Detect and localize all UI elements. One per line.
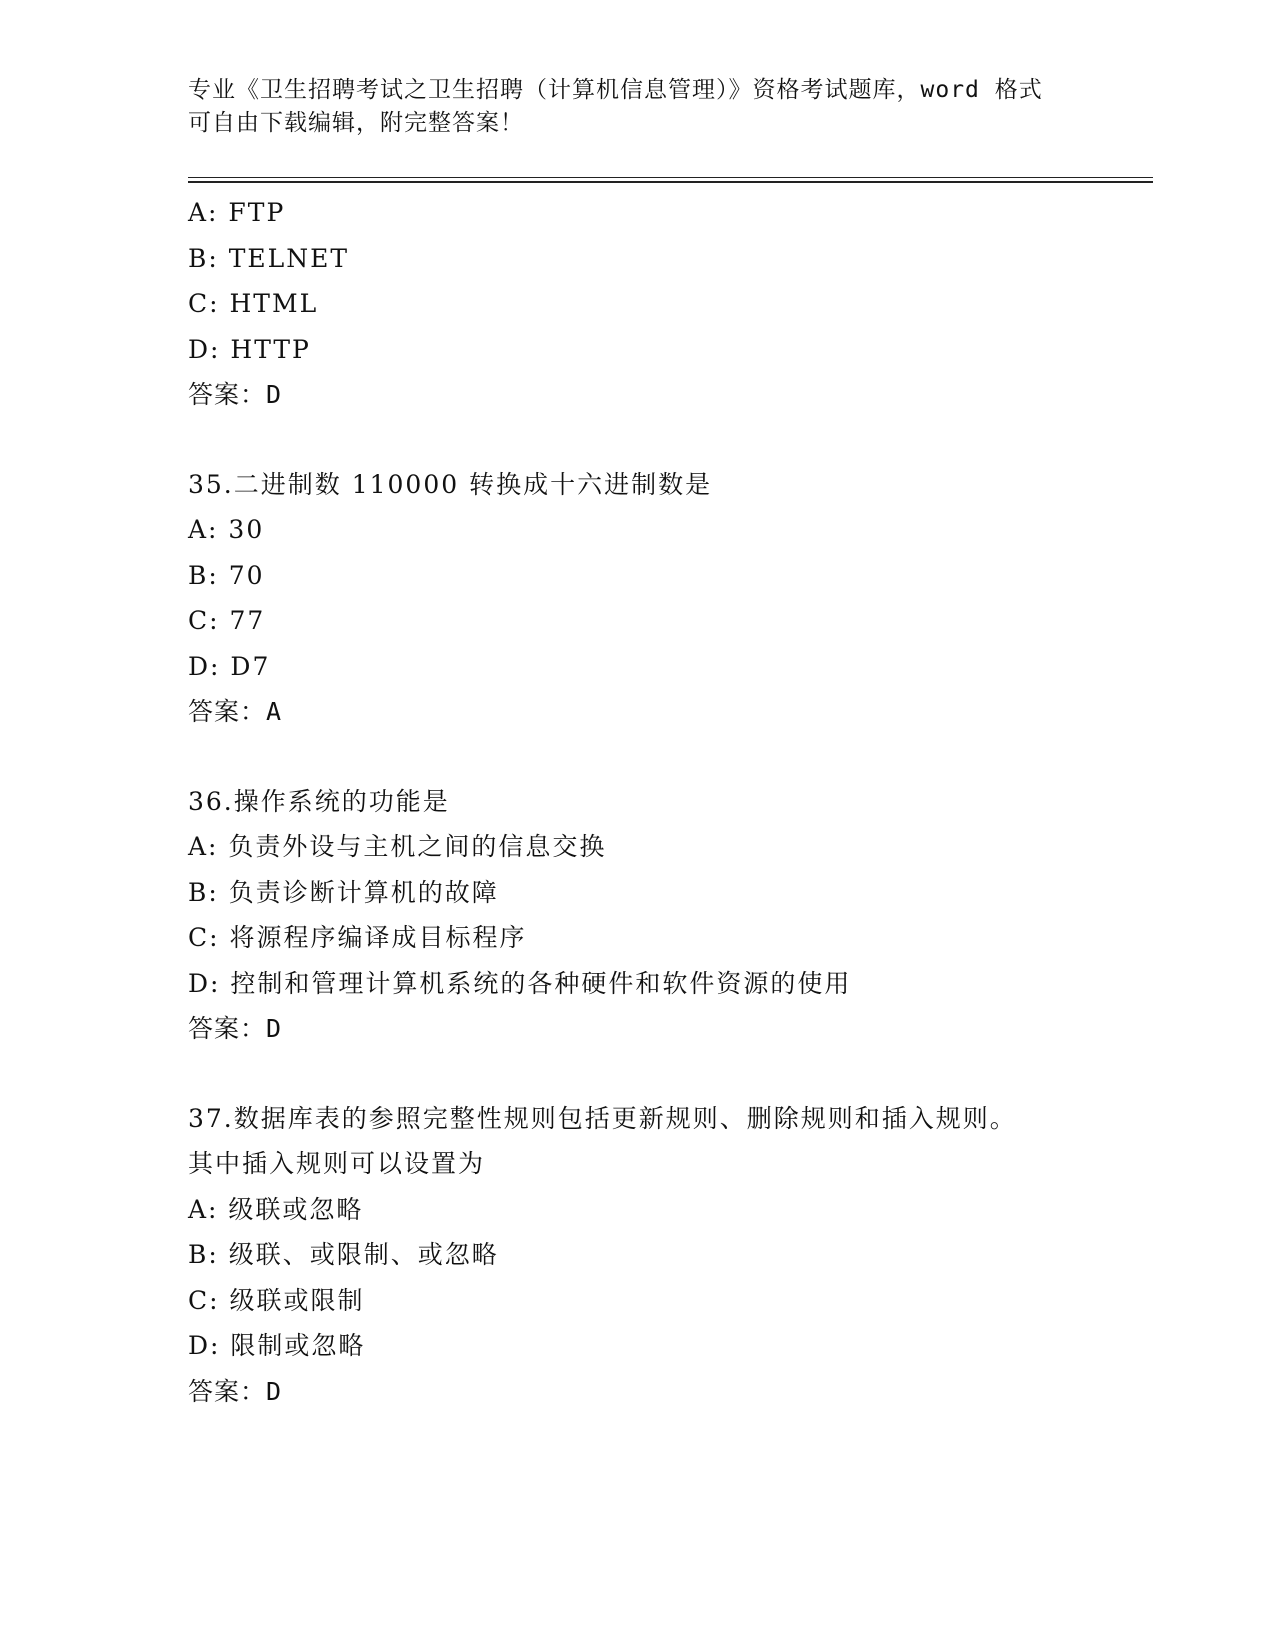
answer-line: 答案：D xyxy=(188,1376,283,1406)
question-text: 36.操作系统的功能是 xyxy=(188,786,450,816)
option-c: C: HTML xyxy=(188,289,319,318)
option-d: D: 限制或忽略 xyxy=(188,1331,366,1360)
option-b: B: 级联、或限制、或忽略 xyxy=(188,1240,499,1269)
header-subtitle-line: 可自由下载编辑，附完整答案！ xyxy=(188,110,524,136)
option-a: A: 级联或忽略 xyxy=(188,1194,364,1224)
option-b: B: 70 xyxy=(188,560,265,590)
question-36 xyxy=(188,779,1148,1052)
option-d: D: 控制和管理计算机系统的各种硬件和软件资源的使用 xyxy=(188,968,852,998)
option-d: D: HTTP xyxy=(188,334,311,364)
question-37 xyxy=(188,1096,1148,1415)
answer-line: 答案：D xyxy=(188,380,283,409)
document-header xyxy=(188,74,1088,140)
question-text: 35.二进制数 110000 转换成十六进制数是 xyxy=(188,469,713,499)
option-a: A: 负责外设与主机之间的信息交换 xyxy=(188,832,607,861)
option-c: C: 级联或限制 xyxy=(188,1285,365,1315)
option-c: C: 77 xyxy=(188,606,266,635)
question-spacer xyxy=(188,418,1148,462)
header-divider-thin xyxy=(188,177,1153,178)
option-a: A: 30 xyxy=(188,515,265,544)
option-b: B: 负责诊断计算机的故障 xyxy=(188,877,499,907)
answer-line: 答案：D xyxy=(188,1014,283,1043)
question-35 xyxy=(188,462,1148,735)
answer-line: 答案：A xyxy=(188,697,283,726)
question-list xyxy=(188,190,1148,1414)
option-d: D: D7 xyxy=(188,651,271,681)
header-divider-thick xyxy=(188,181,1153,183)
option-b: B: TELNET xyxy=(188,243,350,273)
question-spacer xyxy=(188,1052,1148,1096)
option-c: C: 将源程序编译成目标程序 xyxy=(188,923,527,952)
header-title-line: 专业《卫生招聘考试之卫生招聘（计算机信息管理）》资格考试题库，word 格式 xyxy=(188,77,1043,103)
question-spacer xyxy=(188,735,1148,779)
question-text-line-1: 37.数据库表的参照完整性规则包括更新规则、删除规则和插入规则。 xyxy=(188,1103,1017,1133)
question-text-line-2: 其中插入规则可以设置为 xyxy=(188,1149,486,1178)
option-a: A: FTP xyxy=(188,198,286,227)
question-34 xyxy=(188,190,1148,418)
